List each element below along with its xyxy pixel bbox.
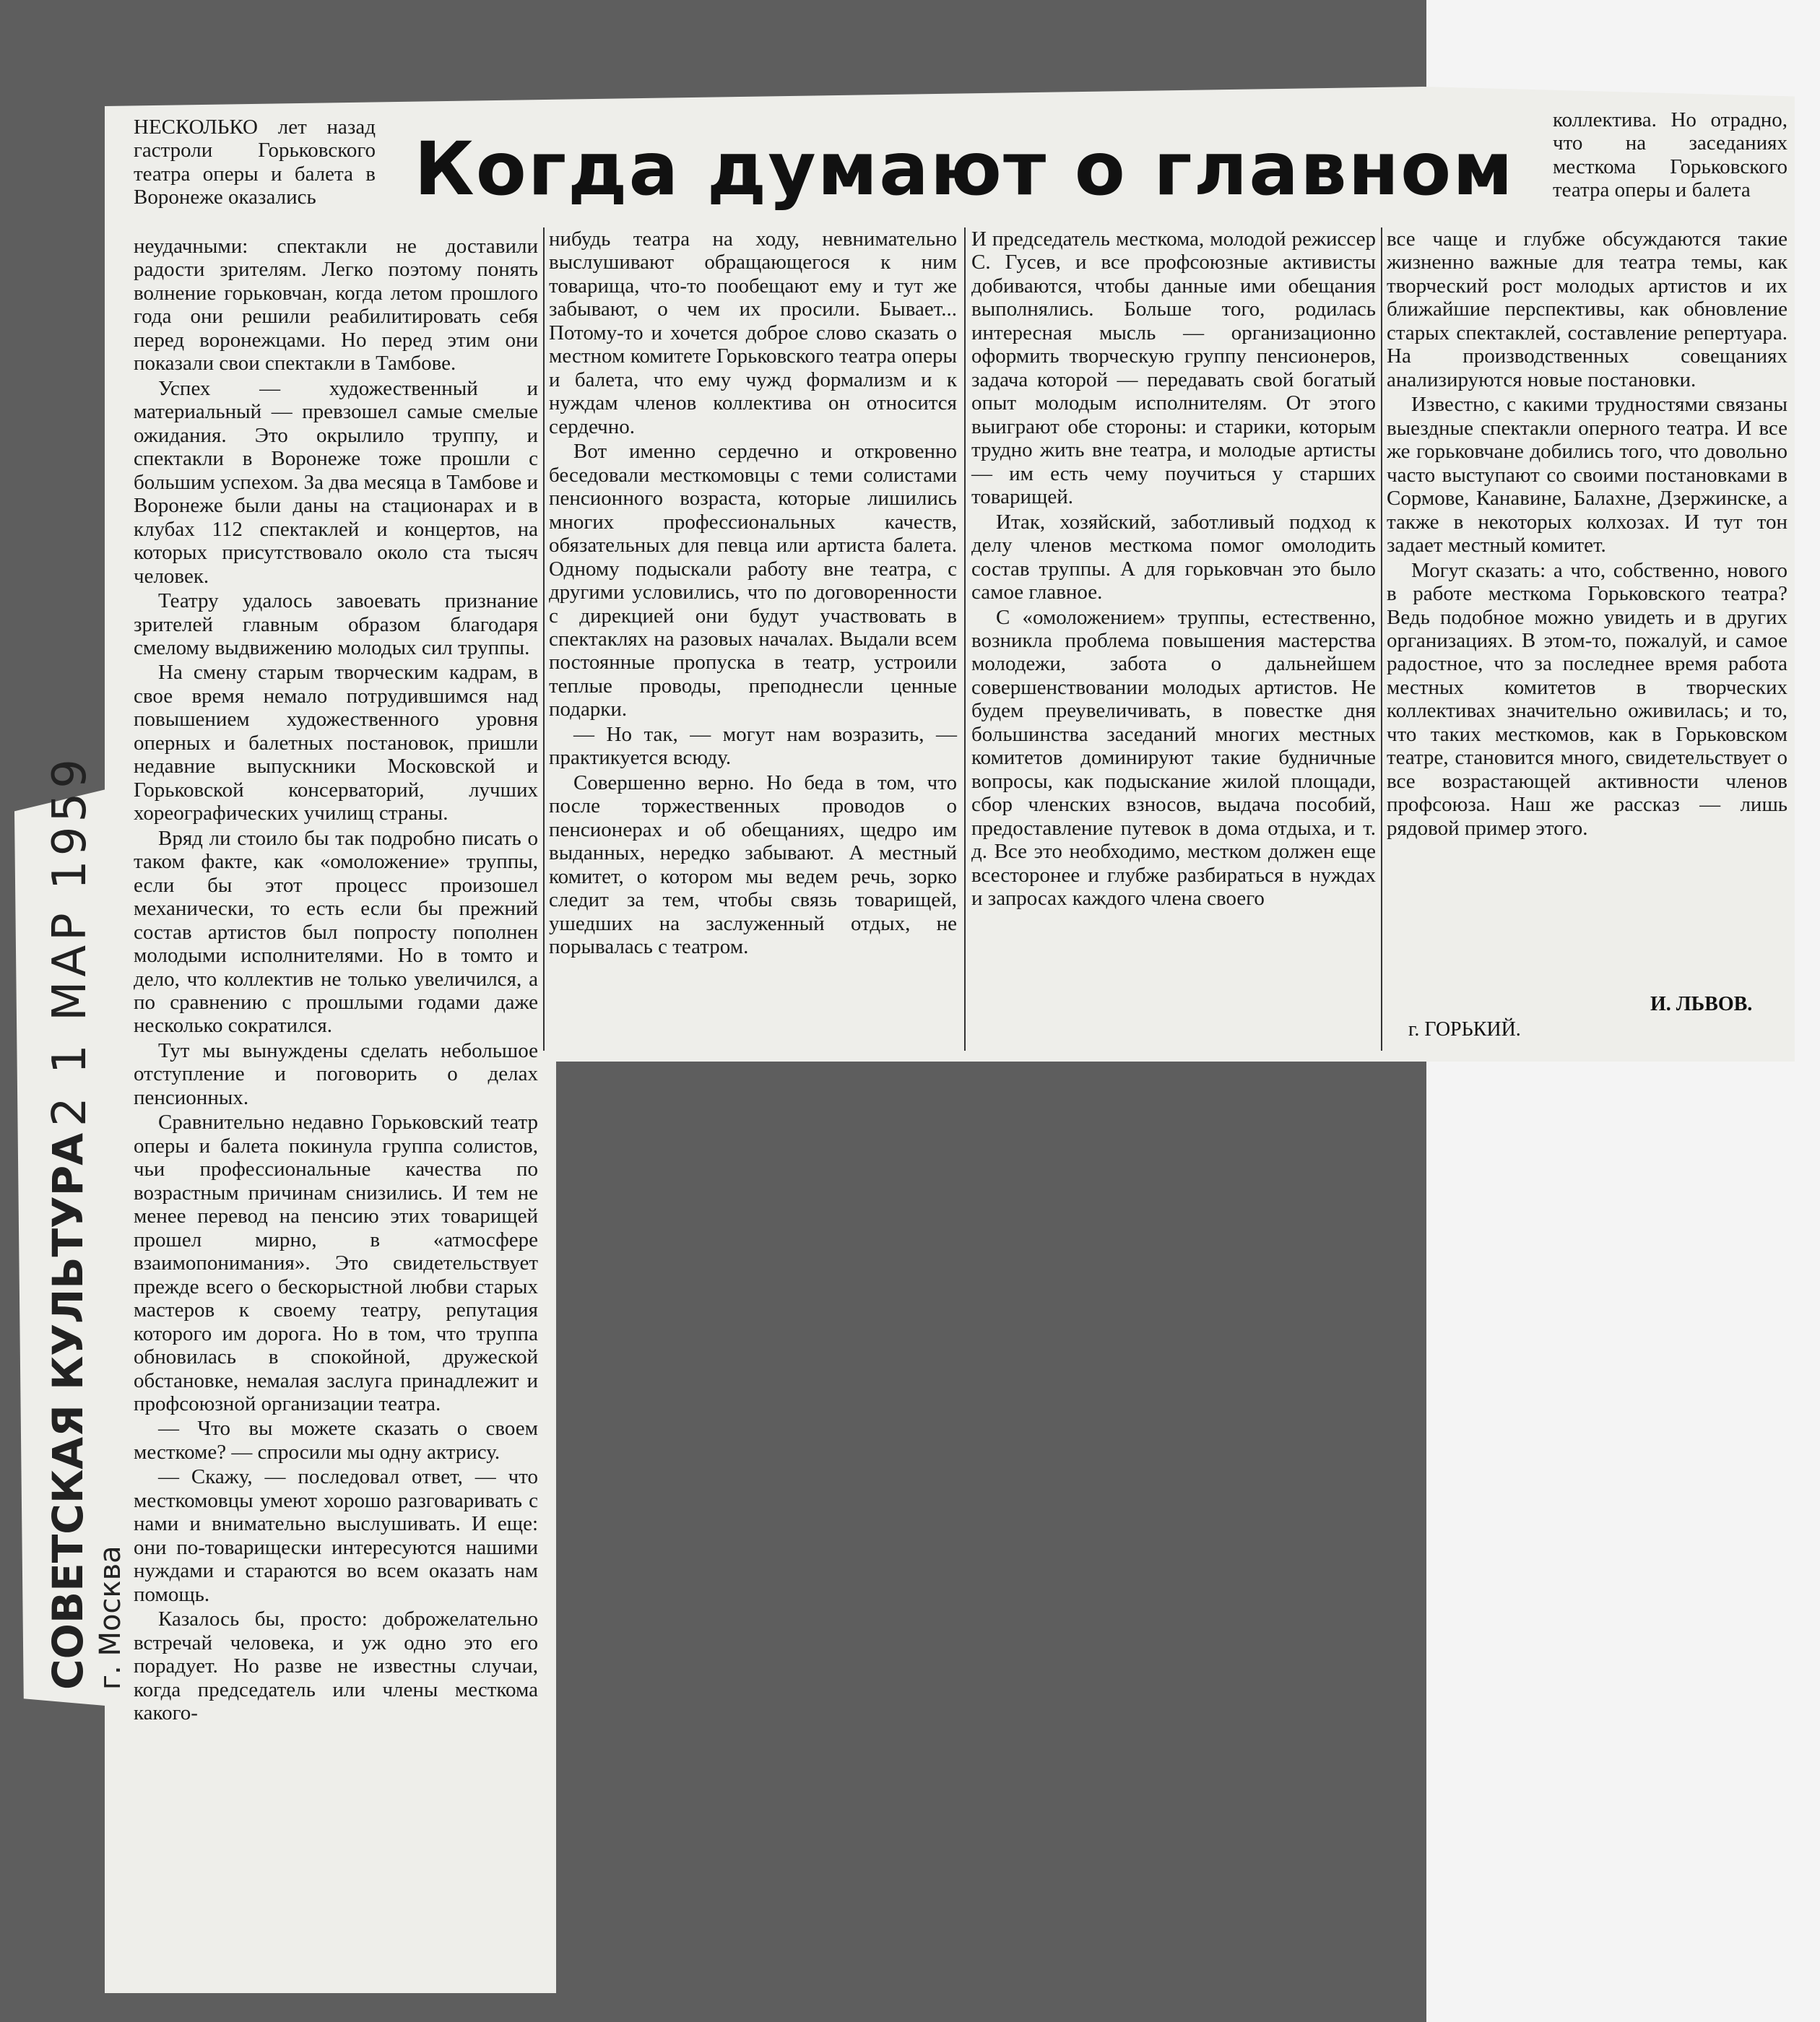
paragraph: Тут мы вынуждены сделать небольшое отступление и поговорить о делах пенсионных. xyxy=(134,1038,538,1109)
column-rule xyxy=(1381,227,1382,1051)
paragraph: Театру удалось завоевать признание зрителей главным образом благодаря смелому выдвижению молодых сил труппы. xyxy=(134,589,538,659)
paragraph: Совершенно верно. Но беда в том, что после торжественных проводов о пенсионерах и об обещаниях, щедро им выданных, нередко забывают. А местный комитет, о котором мы ведем речь, зорко следит за тем, чтобы связь товарищей, ушедших на заслуженный отдых, не порывалась с театром. xyxy=(549,771,957,959)
stamp-date: 2 1 МАР 1959 xyxy=(43,755,97,1127)
paragraph: — Скажу, — последовал ответ, — что месткомовцы умеют хорошо разговаривать с нами и внимательно выслушивать. И еще: они по-товарищески интересуются нашими нуждами и стараются во всем оказать нам помощь. xyxy=(134,1465,538,1606)
column-1-intro xyxy=(134,116,376,211)
paragraph: С «омоложением» труппы, естественно, возникла проблема повышения мастерства молодежи, забота о дальнейшем совершенствовании молодых артистов. Не будем преувеличивать, в повестке дня большинства заседаний многих местных комитетов доминируют такие будничные вопросы, как подыскание жилой площади, сбор членских взносов, выдача пособий, предоставление путевок в дома отдыха, и т. д. Все это необходимо, местком должен еще всесторонее и глубже разбираться в нуждах и запросах каждого члена своего xyxy=(971,605,1376,911)
author-city: г. ГОРЬКИЙ. xyxy=(1408,1018,1521,1041)
paragraph: Известно, с какими трудностями связаны выездные спектакли оперного театра. И все же горьковчане добились того, что довольно часто выступают со своими постановками в Сормове, Канавине, Балахне, Дзержинске, а также в некоторых колхозах. И тут тон задает местный комитет. xyxy=(1387,393,1788,557)
paragraph: И председатель месткома, молодой режиссер С. Гусев, и все профсоюзные активисты добиваются, чтобы данные ими обещания выполнялись. Больше того, родилась интересная мысль — организационно оформить творческую группу пенсионеров, задача которой — передавать свой богатый опыт молодым исполнителям. От этого выиграют обе стороны: и старики, которым трудно жить вне театра, и молодые артисты — им есть чему поучиться у старших товарищей. xyxy=(971,227,1376,509)
article-headline: Когда думают о главном xyxy=(414,126,1514,212)
paragraph: Успех — художественный и материальный — превзошел самые смелые ожидания. Это окрылило труппу, и спектакли в Воронеже тоже прошли с большим успехом. За два месяца в Тамбове и Воронеже были даны на стационарах и в клубах 112 спектаклей и концертов, на которых присутствовало около ста тысяч человек. xyxy=(134,376,538,588)
column-1 xyxy=(134,235,538,1727)
stamp-city: г. Москва xyxy=(94,1545,127,1690)
paragraph: Итак, хозяйский, заботливый подход к делу членов месткома помог омолодить состав труппы. А для горьковчан это было самое главное. xyxy=(971,510,1376,604)
paragraph: коллектива. Но отрадно, что на заседаниях месткома Горьковского театра оперы и балета xyxy=(1553,108,1788,202)
paragraph: На смену старым творческим кадрам, в свое время немало потрудившимся над повышением художественного уровня оперных и балетных постановок, пришли недавние выпускники Московской и Горьковской консерваторий, лучших хореографических училищ страны. xyxy=(134,661,538,825)
column-4-intro xyxy=(1553,108,1788,204)
paragraph: — Но так, — могут нам возразить, — практикуется всюду. xyxy=(549,722,957,770)
column-3 xyxy=(971,227,1376,912)
paragraph: Сравнительно недавно Горьковский театр оперы и балета покинула группа солистов, чьи профессиональные качества по возрастным причинам снизились. И тем не менее перевод на пенсию этих товарищей прошел мирно, в «атмосфере взаимопонимания». Это свидетельствует прежде всего о бескорыстной любви старых мастеров к своему театру, репутация которого им дорога. Но в том, что труппа обновилась в спокойной, дружеской обстановке, немалая заслуга принадлежит и профсоюзной организации театра. xyxy=(134,1111,538,1415)
paragraph: Вряд ли стоило бы так подробно писать о таком факте, как «омоложение» труппы, если бы этот процесс произошел механически, то есть если бы прежний состав артистов был попросту пополнен молодыми исполнителями. Но в томто и дело, что коллектив не только увеличился, а по сравнению с прошлыми годами даже несколько сократился. xyxy=(134,826,538,1038)
paragraph: Вот именно сердечно и откровенно беседовали месткомовцы с теми солистами пенсионного возраста, которые лишились многих профессиональных качеств, обязательных для певца или артиста балета. Одному подыскали работу вне театра, с другими условились, что по договоренности с дирекцией они будут участвовать в спектаклях на разовых началах. Выдали всем постоянные пропуска в театр, устроили теплые проводы, преподнесли ценные подарки. xyxy=(549,440,957,721)
paragraph: — Что вы можете сказать о своем месткоме? — спросили мы одну актрису. xyxy=(134,1417,538,1464)
paragraph: нибудь театра на ходу, невнимательно выслушивают обращающегося к ним товарища, что-то пообещают ему и тут же забывают, о чем их просили. Бывает... Потому-то и хочется доброе слово сказать о местном комитете Горьковского театра оперы и балета, что ему чужд формализм и к нуждам членов коллектива он относится сердечно. xyxy=(549,227,957,438)
stamp-newspaper-name: СОВЕТСКАЯ КУЛЬТУРА xyxy=(43,1132,92,1690)
paragraph: Казалось бы, просто: доброжелательно встречай человека, и уж одно это его порадует. Но разве не известны случаи, когда председатель или члены месткома какого- xyxy=(134,1607,538,1725)
paragraph: НЕСКОЛЬКО лет назад гастроли Горьковского театра оперы и балета в Воронеже оказались xyxy=(134,116,376,209)
column-2 xyxy=(549,227,957,960)
column-4 xyxy=(1387,227,1788,841)
paragraph: неудачными: спектакли не доставили радости зрителям. Легко поэтому понять волнение горьковчан, когда летом прошлого года они решили реабилитировать себя перед воронежцами. Но перед этим они показали свои спектакли в Тамбове. xyxy=(134,235,538,376)
author-signature: И. ЛЬВОВ. xyxy=(1650,993,1753,1015)
column-rule xyxy=(543,227,545,1051)
column-rule xyxy=(964,227,966,1051)
paragraph: все чаще и глубже обсуждаются такие жизненно важные для театра темы, как творческий рост молодых артистов и их ближайшие перспективы, как обновление старых спектаклей, составление репертуара. На производственных совещаниях анализируются новые постановки. xyxy=(1387,227,1788,391)
paragraph: Могут сказать: а что, собственно, нового в работе месткома Горьковского театра? Ведь подобное можно увидеть и в других организациях. В этом-то, пожалуй, и самое радостное, что за последнее время работа местных комитетов в творческих коллективах значительно оживилась; и то, что таких месткомов, как в Горьковском театре, становится много, свидетельствует о все возрастающей активности членов профсоюза. Наш же рассказ — лишь рядовой пример этого. xyxy=(1387,558,1788,840)
